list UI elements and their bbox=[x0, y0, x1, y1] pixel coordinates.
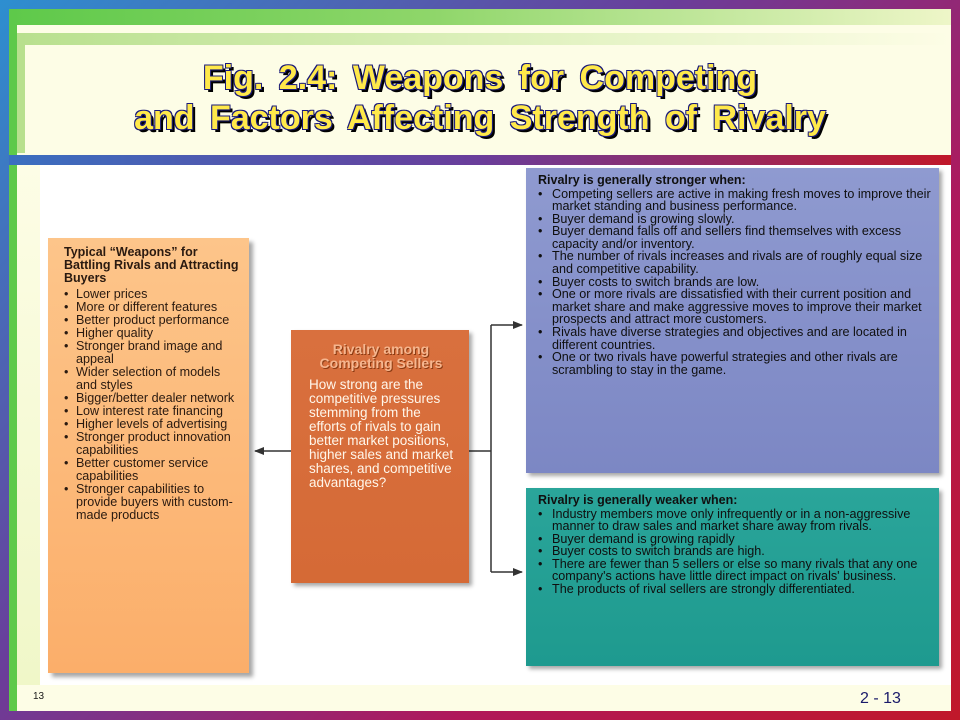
list-item: • Bigger/better dealer network bbox=[64, 392, 241, 405]
weapons-title: Typical “Weapons” for Battling Rivals and Attracting Buyers bbox=[64, 245, 239, 285]
list-item: • Low interest rate financing bbox=[64, 405, 241, 418]
list-item: • Stronger capabilities to provide buyers with custom-made products bbox=[64, 483, 241, 522]
list-item: • Buyer costs to switch brands are low. bbox=[538, 276, 931, 289]
slide-number: 2 - 13 bbox=[860, 690, 901, 707]
stronger-heading: Rivalry is generally stronger when: bbox=[538, 173, 746, 187]
list-item: • Wider selection of models and styles bbox=[64, 366, 241, 392]
list-item: • The number of rivals increases and rivals are of roughly equal size and competitive capability. bbox=[538, 250, 931, 275]
weaker-rivalry-box bbox=[526, 488, 939, 666]
stronger-rivalry-box bbox=[526, 168, 939, 473]
list-item: • Buyer costs to switch brands are high. bbox=[538, 545, 931, 558]
list-item: • Competing sellers are active in making fresh moves to improve their market standing and business performance. bbox=[538, 188, 931, 213]
list-item: • Better product performance bbox=[64, 314, 241, 327]
content-left-accent bbox=[9, 165, 17, 711]
top-accent-bar bbox=[9, 9, 951, 25]
list-item: • Rivals have diverse strategies and objectives and are located in different countries. bbox=[538, 326, 931, 351]
list-item: • Stronger product innovation capabilities bbox=[64, 431, 241, 457]
list-item: • More or different features bbox=[64, 301, 241, 314]
list-item: • Higher levels of advertising bbox=[64, 418, 241, 431]
center-body: How strong are the competitive pressures stemming from the efforts of rivals to gain better market positions, higher sales and market shares, and competitive advantages? bbox=[309, 377, 454, 490]
title-separator-bar bbox=[9, 155, 951, 165]
weaker-heading: Rivalry is generally weaker when: bbox=[538, 493, 738, 507]
list-item: • Buyer demand is growing slowly. bbox=[538, 213, 931, 226]
list-item: • Lower prices bbox=[64, 288, 241, 301]
list-item: • The products of rival sellers are strongly differentiated. bbox=[538, 583, 931, 596]
list-item: • Buyer demand is growing rapidly bbox=[538, 533, 931, 546]
weaker-list bbox=[538, 508, 931, 596]
list-item: • There are fewer than 5 sellers or else so many rivals that any one company's actions have little direct impact on rivals' business. bbox=[538, 558, 931, 583]
list-item: • One or more rivals are dissatisfied with their current position and market share and make aggressive moves to improve their market prospects and attract more customers. bbox=[538, 288, 931, 326]
inner-top-accent bbox=[17, 33, 951, 45]
slide-title bbox=[40, 58, 920, 138]
list-item: • Buyer demand falls off and sellers find themselves with excess capacity and/or inventory. bbox=[538, 225, 931, 250]
inner-left-accent bbox=[17, 33, 25, 153]
weapons-box bbox=[48, 238, 249, 673]
title-line-2: and Factors Affecting Strength of Rivalry bbox=[134, 99, 826, 137]
list-item: • Stronger brand image and appeal bbox=[64, 340, 241, 366]
list-item: • Higher quality bbox=[64, 327, 241, 340]
center-title: Rivalry among Competing Sellers bbox=[319, 341, 443, 371]
title-line-1: Fig. 2.4: Weapons for Competing bbox=[202, 59, 758, 97]
slide-number-small: 13 bbox=[33, 691, 45, 702]
rivalry-center-box bbox=[291, 330, 469, 583]
list-item: • Better customer service capabilities bbox=[64, 457, 241, 483]
list-item: • Industry members move only infrequently or in a non-aggressive manner to draw sales and market share away from rivals. bbox=[538, 508, 931, 533]
list-item: • One or two rivals have powerful strategies and other rivals are scrambling to stay in the game. bbox=[538, 351, 931, 376]
stronger-list bbox=[538, 188, 931, 377]
weapons-list bbox=[64, 288, 241, 522]
